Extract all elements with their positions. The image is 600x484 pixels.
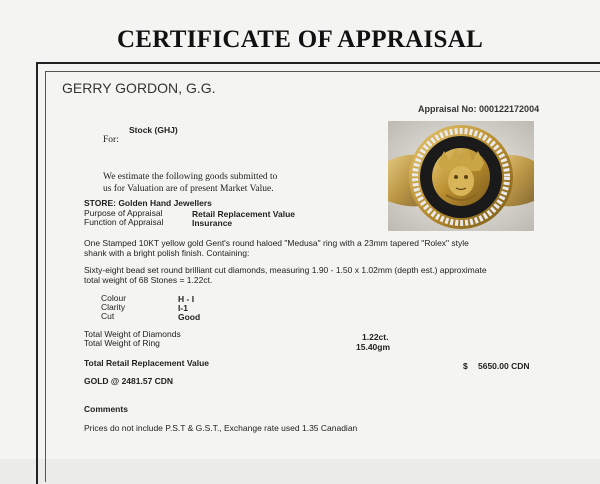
clarity-label: Clarity [101, 302, 126, 312]
ring-weight-value: 15.40gm [356, 342, 391, 352]
diamonds-line-2: total weight of 68 Stones = 1.22ct. [84, 275, 213, 285]
purpose-label: Purpose of Appraisal [84, 208, 163, 218]
diamond-weight-value: 1.22ct. [362, 332, 389, 342]
description-line-2: shank with a bright polish finish. Containing: [84, 248, 250, 258]
cut-value: Good [178, 312, 201, 322]
colour-value: H - I [178, 294, 195, 304]
comments-label: Comments [84, 404, 128, 414]
function-label: Function of Appraisal [84, 217, 164, 227]
ring-weight-label: Total Weight of Ring [84, 338, 160, 348]
stock-label: Stock (GHJ) [129, 125, 178, 135]
total-retail-label: Total Retail Replacement Value [84, 358, 210, 368]
for-label: For: [103, 135, 119, 145]
comments-text: Prices do not include P.S.T & G.S.T., Exchange rate used 1.35 Canadian [84, 423, 358, 433]
estimate-line-2: us for Valuation are of present Market Value. [103, 184, 274, 194]
description-line-1: One Stamped 10KT yellow gold Gent's round haloed "Medusa" ring with a 23mm tapered "Rolex" style [84, 238, 469, 248]
appraisal-number: Appraisal No: 000122172004 [418, 104, 540, 114]
colour-label: Colour [101, 293, 127, 303]
diamond-weight-label: Total Weight of Diamonds [84, 329, 181, 339]
ring-photo [388, 121, 534, 231]
certificate-title: CERTIFICATE OF APPRAISAL [116, 26, 484, 53]
total-retail-value: 5650.00 CDN [478, 361, 530, 371]
diamonds-line-1: Sixty-eight bead set round brilliant cut diamonds, measuring 1.90 - 1.50 x 1.02mm (depth est.) approximate [84, 265, 487, 275]
purpose-value: Retail Replacement Value [192, 209, 295, 219]
cut-label: Cut [101, 311, 115, 321]
appraiser-name: GERRY GORDON, G.G. [62, 80, 216, 96]
estimate-line-1: We estimate the following goods submitted to [103, 172, 278, 182]
currency-symbol: $ [463, 361, 468, 371]
medusa-ring-image [388, 121, 534, 231]
function-value: Insurance [192, 218, 233, 228]
clarity-value: I-1 [178, 303, 188, 313]
gold-price: GOLD @ 2481.57 CDN [84, 376, 174, 386]
store-name: STORE: Golden Hand Jewellers [84, 198, 212, 208]
